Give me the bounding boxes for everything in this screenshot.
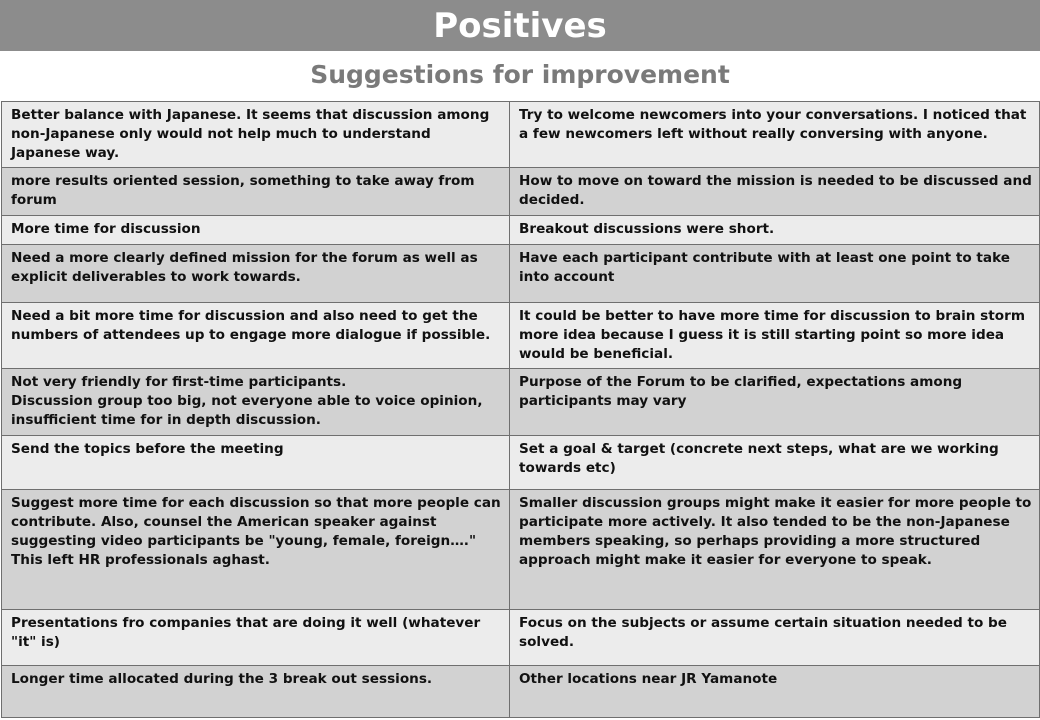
page-title: Positives: [433, 5, 607, 46]
table-cell: Send the topics before the meeting: [2, 436, 510, 490]
table-row: [2, 666, 1040, 718]
table-cell: Need a more clearly defined mission for the forum as well as explicit deliverables to work towards.: [2, 245, 510, 303]
table-cell: Set a goal & target (concrete next steps, what are we working towards etc): [510, 436, 1040, 490]
table-cell: Smaller discussion groups might make it easier for more people to participate more actively. It also tended to be the non-Japanese members speaking, so perhaps providing a more structured approach might make it easier for everyone to speak.: [510, 490, 1040, 610]
table-cell: Suggest more time for each discussion so that more people can contribute. Also, counsel the American speaker against suggesting video participants be "young, female, foreign…." This left HR professionals aghast.: [2, 490, 510, 610]
table-cell: Try to welcome newcomers into your conversations. I noticed that a few newcomers left without really conversing with anyone.: [510, 102, 1040, 168]
table-cell: It could be better to have more time for discussion to brain storm more idea because I guess it is still starting point so more idea would be beneficial.: [510, 303, 1040, 369]
table-cell: Need a bit more time for discussion and also need to get the numbers of attendees up to engage more dialogue if possible.: [2, 303, 510, 369]
table-row: [2, 610, 1040, 666]
table-cell: Better balance with Japanese. It seems that discussion among non-Japanese only would not help much to understand Japanese way.: [2, 102, 510, 168]
table-row: [2, 490, 1040, 610]
table-cell: Purpose of the Forum to be clarified, expectations among participants may vary: [510, 369, 1040, 436]
table-cell: Not very friendly for first-time participants. Discussion group too big, not everyone able to voice opinion, insufficient time for in depth discussion.: [2, 369, 510, 436]
table-row: [2, 216, 1040, 245]
table-cell: How to move on toward the mission is needed to be discussed and decided.: [510, 168, 1040, 216]
table-cell: Have each participant contribute with at least one point to take into account: [510, 245, 1040, 303]
table-cell: more results oriented session, something to take away from forum: [2, 168, 510, 216]
table-cell: Breakout discussions were short.: [510, 216, 1040, 245]
table-cell: Other locations near JR Yamanote: [510, 666, 1040, 718]
table-cell: Focus on the subjects or assume certain situation needed to be solved.: [510, 610, 1040, 666]
table-row: [2, 102, 1040, 168]
table-row: [2, 436, 1040, 490]
table-cell: More time for discussion: [2, 216, 510, 245]
suggestions-table: [1, 101, 1040, 718]
table-row: [2, 245, 1040, 303]
table-cell: Longer time allocated during the 3 break out sessions.: [2, 666, 510, 718]
table-row: [2, 168, 1040, 216]
table-row: [2, 369, 1040, 436]
page-subtitle: Suggestions for improvement: [310, 59, 730, 89]
table-cell: Presentations fro companies that are doing it well (whatever "it" is): [2, 610, 510, 666]
title-bar: [0, 0, 1040, 51]
table-row: [2, 303, 1040, 369]
